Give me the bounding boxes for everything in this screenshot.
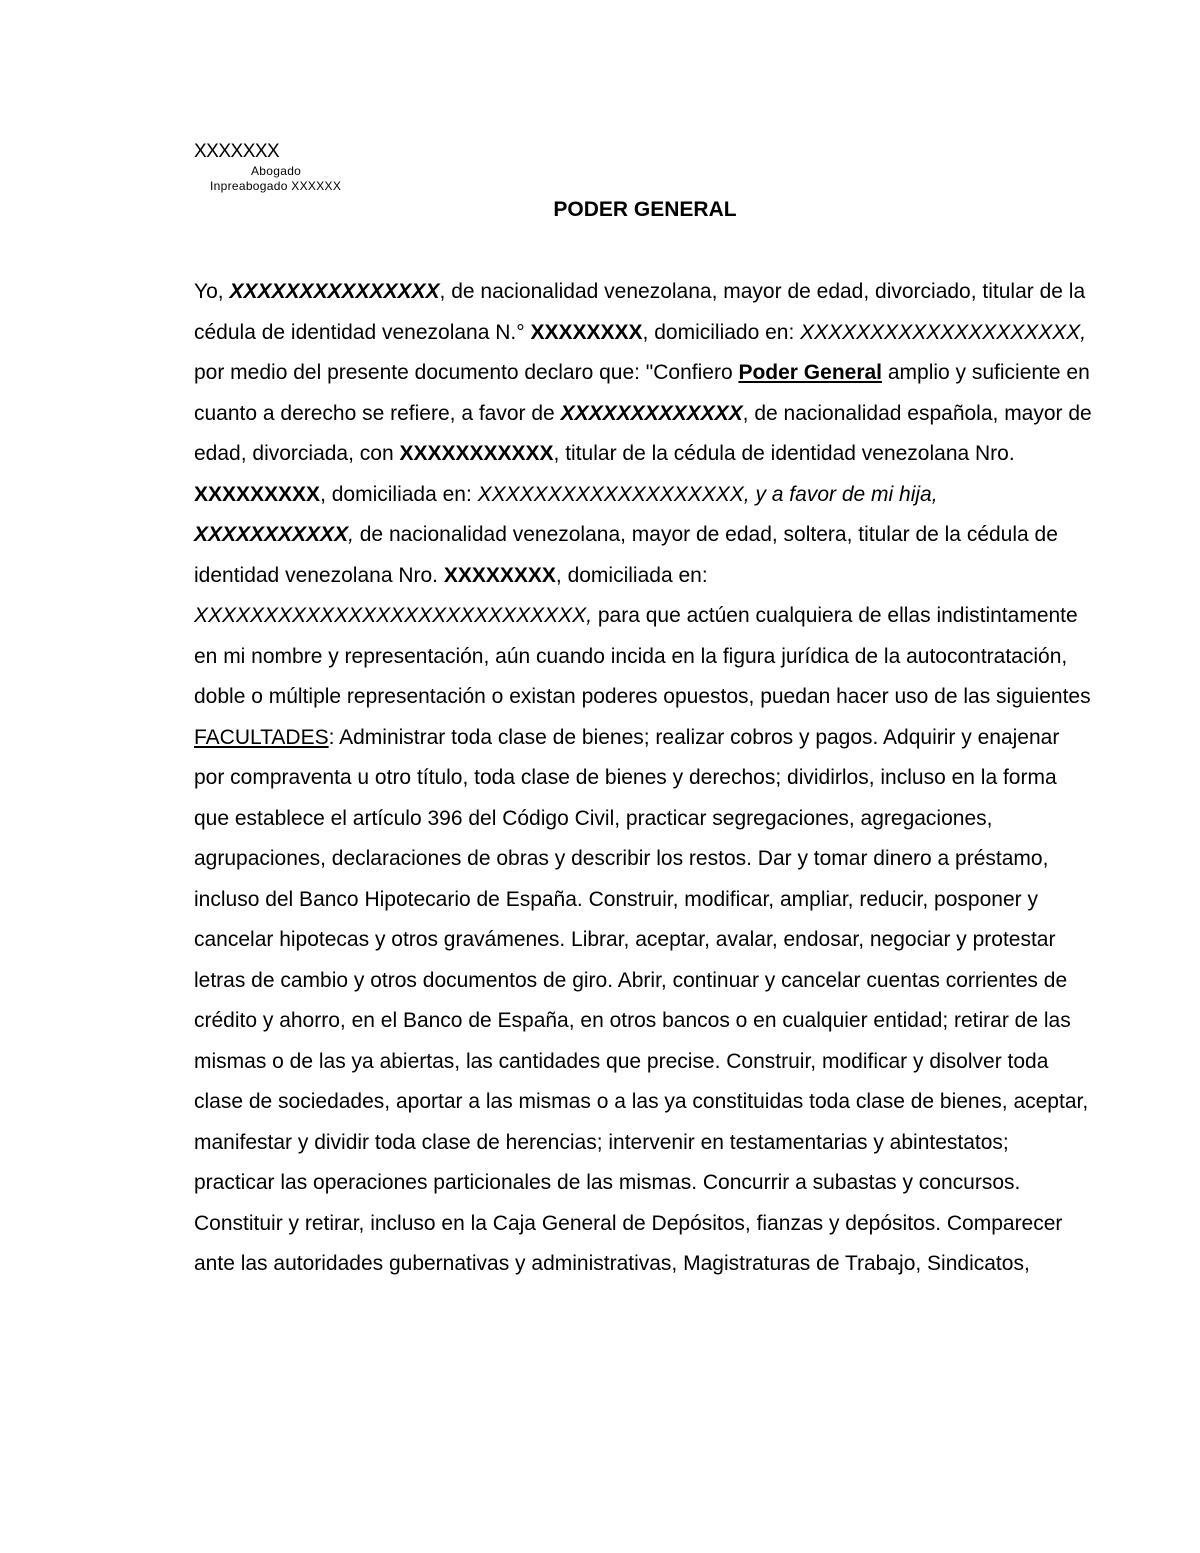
grantor-id-number: XXXXXXXX [530,320,643,344]
body-text-segment: , domiciliado en: [642,320,801,344]
body-text-segment: , domiciliada en: [320,482,478,506]
lawyer-registration: Inpreabogado XXXXXX [210,179,342,193]
letterhead [194,140,434,194]
document-body [194,272,1094,1285]
body-text-segment: , de nacionalidad venezolana, mayor de edad, divorciado, titular de la cédula de identidad venezolana N.° [194,280,1086,344]
lawyer-title: Abogado [251,164,302,178]
facultades-term: FACULTADES [194,725,329,749]
body-text-segment: por medio del presente documento declaro que: "Confiero [194,361,739,384]
body-text-segment: , de nacionalidad española, mayor de edad, divorciada, con [194,401,1092,465]
attorney1-document: XXXXXXXXXXX [399,442,554,465]
attorney2-name: XXXXXXXXXXX [194,523,349,546]
body-text-segment: amplio y suficiente en cuanto a derecho se refiere, a favor de [194,361,1090,425]
body-text-segment: Yo, [194,280,230,303]
grantor-address: XXXXXXXXXXXXXXXXXXXX, [800,320,1087,344]
body-text-segment: , domiciliada en: [555,563,708,587]
attorney2-id-number: XXXXXXXX [443,563,556,587]
body-text-segment: , [348,523,354,546]
poder-general-term: Poder General [738,361,883,384]
attorney1-address: XXXXXXXXXXXXXXXXXXX, y a favor de mi hija, [477,482,938,506]
lawyer-name: XXXXXXX [194,141,280,162]
body-text-segment: : Administrar toda clase de bienes; realizar cobros y pagos. Adquirir y enajenar por compraventa u otro título, toda clase de bienes y derechos; dividirlos, incluso en la forma que establece el artículo 396 del Código Civil, practicar segregaciones, agregaciones, agrupaciones, declaraciones de obras y describir los restos. Dar y tomar dinero a préstamo, incluso del Banco Hipotecario de España. Construir, modificar, ampliar, reducir, posponer y cancelar hipotecas y otros gravámenes. Librar, aceptar, avalar, endosar, negociar y protestar letras de cambio y otros documentos de giro. Abrir, continuar y cancelar cuentas corrientes de crédito y ahorro, en el Banco de España, en otros bancos o en cualquier entidad; retirar de las mismas o de las ya abiertas, las cantidades que precise. Construir, modificar y disolver toda clase de sociedades, aportar a las mismas o a las ya constituidas toda clase de bienes, aceptar, manifestar y dividir toda clase de herencias; intervenir en testamentarias y abintestatos; practicar las operaciones particionales de las mismas. Concurrir a subastas y concursos. Constituir y retirar, incluso en la Caja General de Depósitos, fianzas y depósitos. Comparecer ante las autoridades gubernativas y administrativas, Magistraturas de Trabajo, Sindicatos, [194,725,1089,1275]
attorney1-id-number: XXXXXXXXX [194,482,321,506]
body-text-segment: de nacionalidad venezolana, mayor de edad, soltera, titular de la cédula de identidad venezolana Nro. [194,523,1058,587]
body-text-segment: , titular de la cédula de identidad venezolana Nro. [553,442,1015,465]
body-text-segment: para que actúen cualquiera de ellas indistintamente en mi nombre y representación, aún cuando incida en la figura jurídica de la autocontratación, doble o múltiple representación o existan poderes opuestos, puedan hacer uso de las siguientes [194,604,1091,708]
attorney1-name: XXXXXXXXXXXXX [560,401,743,425]
attorney2-address: XXXXXXXXXXXXXXXXXXXXXXXXXXXX, [194,604,593,627]
grantor-name: XXXXXXXXXXXXXXX [229,280,440,303]
document-title: PODER GENERAL [553,198,737,221]
